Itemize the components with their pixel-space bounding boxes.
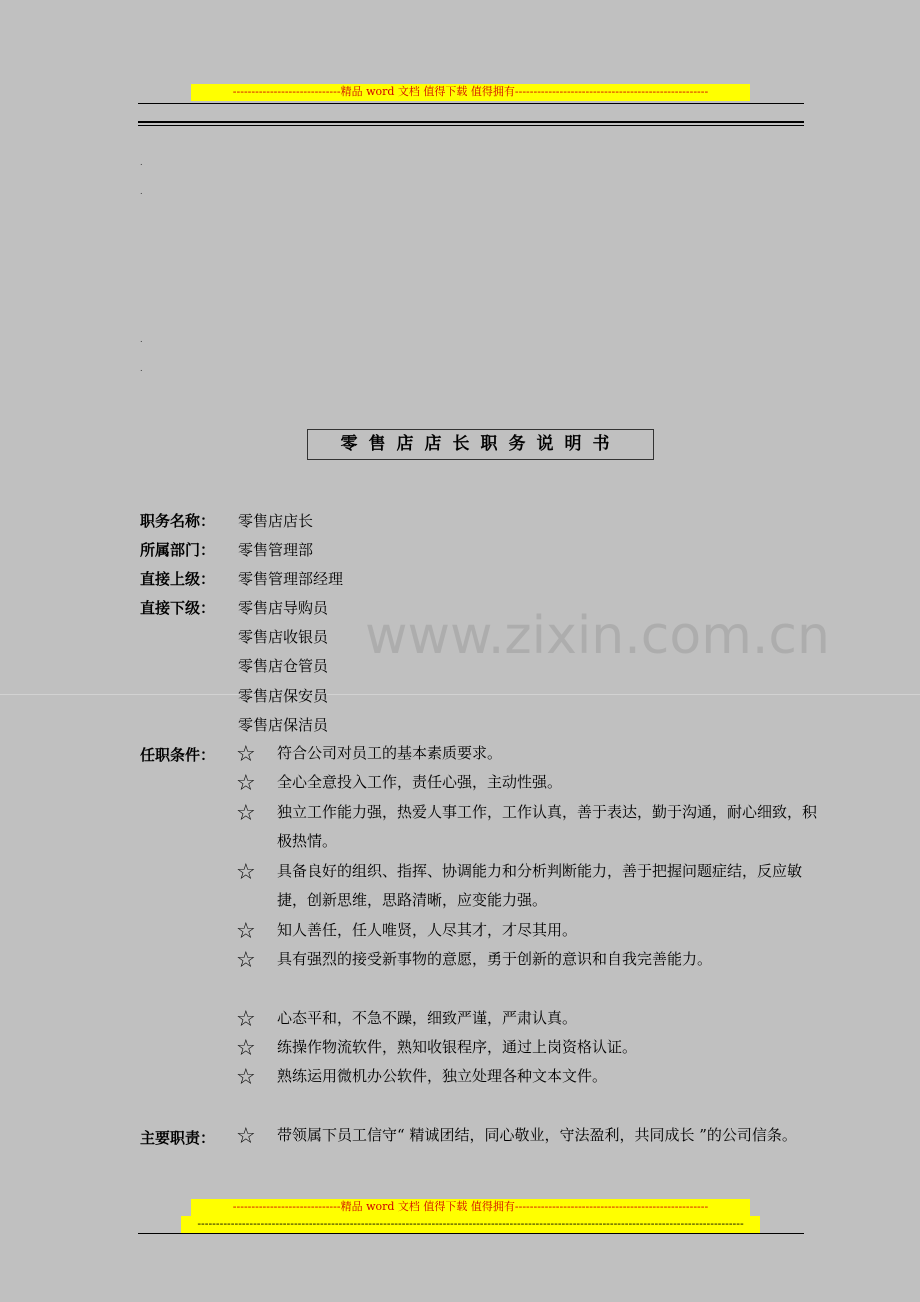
stray-dot-3: . (140, 335, 143, 344)
watermark: www.zixin.com.cn (365, 606, 830, 666)
subordinate-item: 零售店收银员 (238, 628, 329, 646)
requirement-item: 心态平和，不急不躁，细致严谨，严肃认真。 (277, 1009, 578, 1027)
stray-dot-4: . (140, 364, 143, 373)
dept-label: 所属部门： (140, 541, 216, 559)
superior-value: 零售管理部经理 (238, 570, 344, 588)
footer-dash-banner: --------------------------------------------------------------------------------------------------------------------------------------------------- (181, 1216, 760, 1233)
stray-dot-1: . (140, 158, 143, 167)
stray-dot-2: . (140, 187, 143, 196)
star-icon: ☆ (236, 771, 256, 796)
superior-label: 直接上级： (140, 570, 216, 588)
subordinate-item: 零售店保安员 (238, 687, 329, 705)
subordinate-item: 零售店导购员 (238, 599, 329, 617)
star-icon: ☆ (236, 919, 256, 944)
requirement-item: 具备良好的组织、指挥、协调能力和分析判断能力，善于把握问题症结，反应敏捷，创新思维，思路清晰，应变能力强。 (277, 862, 803, 909)
job-name-value: 零售店店长 (238, 512, 314, 530)
duty-item: 带领属下员工信守“ 精诚团结，同心敬业，守法盈利，共同成长 ”的公司信条。 (277, 1126, 797, 1144)
requirement-item: 知人善任，任人唯贤，人尽其才，才尽其用。 (277, 921, 578, 939)
star-icon: ☆ (236, 1036, 256, 1061)
requirement-item: 熟练运用微机办公软件，独立处理各种文本文件。 (277, 1067, 608, 1085)
star-icon: ☆ (236, 742, 256, 767)
footer-banner: -----------------------------精品 word 文档 值得下载 值得拥有---------------------------------------------------- (191, 1199, 750, 1216)
dept-value: 零售管理部 (238, 541, 314, 559)
star-icon: ☆ (236, 860, 256, 885)
header-banner: -----------------------------精品 word 文档 值得下载 值得拥有---------------------------------------------------- (191, 84, 750, 101)
header-rule-double-b (138, 125, 804, 126)
requirements-label: 任职条件： (140, 746, 216, 764)
requirement-item: 独立工作能力强，热爱人事工作，工作认真，善于表达，勤于沟通，耐心细致，积极热情。 (277, 803, 818, 850)
requirement-item: 具有强烈的接受新事物的意愿，勇于创新的意识和自我完善能力。 (277, 950, 713, 968)
footer-rule (138, 1233, 804, 1234)
duties-label: 主要职责： (140, 1129, 216, 1147)
subordinate-item: 零售店保洁员 (238, 716, 329, 734)
star-icon: ☆ (236, 948, 256, 973)
star-icon: ☆ (236, 1124, 256, 1149)
page-seam (0, 694, 920, 695)
subordinates-label: 直接下级： (140, 599, 216, 617)
requirement-item: 符合公司对员工的基本素质要求。 (277, 744, 503, 762)
header-rule-double-a (138, 121, 804, 123)
subordinate-item: 零售店仓管员 (238, 657, 329, 675)
document-title: 零售店店长职务说明书 (307, 429, 654, 460)
star-icon: ☆ (236, 1007, 256, 1032)
header-rule-top (138, 103, 804, 104)
requirement-item: 练操作物流软件，熟知收银程序，通过上岗资格认证。 (277, 1038, 638, 1056)
star-icon: ☆ (236, 1065, 256, 1090)
job-name-label: 职务名称： (140, 512, 216, 530)
star-icon: ☆ (236, 801, 256, 826)
requirement-item: 全心全意投入工作，责任心强，主动性强。 (277, 773, 563, 791)
